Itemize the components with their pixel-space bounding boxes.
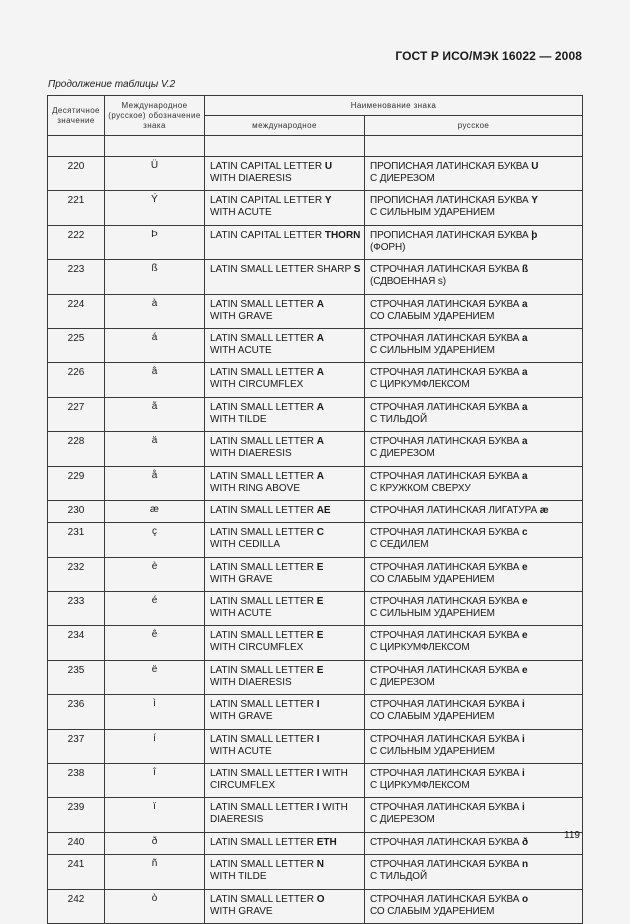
decimal-value: 225 (48, 328, 105, 362)
international-name (205, 191, 365, 225)
symbol-glyph: é (105, 592, 205, 626)
rus-name-tail: СО СЛАБЫМ УДАРЕНИЕМ (370, 310, 495, 322)
intl-name-tail: WITH ACUTE (210, 344, 272, 356)
rus-name-text: СТРОЧНАЯ ЛАТИНСКАЯ БУКВА (370, 664, 523, 676)
international-name (205, 729, 365, 763)
table-row (48, 328, 583, 362)
intl-name-tail: WITH TILDE (210, 871, 267, 883)
header-international: международное (205, 116, 365, 136)
rus-name-text: СТРОЧНАЯ ЛАТИНСКАЯ БУКВА (370, 802, 523, 814)
decimal-value: 229 (48, 466, 105, 500)
rus-name-letter: e (522, 664, 528, 676)
intl-name-text: LATIN SMALL LETTER (210, 664, 317, 676)
rus-name-letter: i (522, 768, 525, 780)
russian-name (365, 225, 583, 259)
international-name (205, 660, 365, 694)
intl-name-tail: WITH DIAERESIS (210, 448, 292, 460)
intl-name-tail: WITH DIAERESIS (210, 676, 292, 688)
intl-name-letter: ETH (316, 836, 337, 848)
rus-name-tail: С СЕДИЛЕМ (370, 539, 429, 551)
intl-name-tail: WITH CIRCUMFLEX (210, 768, 348, 792)
rus-name-text: СТРОЧНАЯ ЛАТИНСКАЯ БУКВА (370, 630, 523, 642)
international-name (205, 592, 365, 626)
table-row (48, 294, 583, 328)
decimal-value: 222 (48, 225, 105, 259)
rus-name-tail: С СИЛЬНЫМ УДАРЕНИЕМ (370, 608, 495, 620)
rus-name-text: СТРОЧНАЯ ЛАТИНСКАЯ БУКВА (370, 470, 523, 482)
intl-name-letter: A (316, 367, 324, 379)
russian-name (365, 660, 583, 694)
symbol-glyph: í (105, 729, 205, 763)
rus-name-letter: e (522, 630, 528, 642)
intl-name-text: LATIN SMALL LETTER (210, 561, 317, 573)
intl-name-letter: C (316, 527, 324, 539)
intl-name-letter: A (316, 332, 324, 344)
intl-name-text: LATIN SMALL LETTER (210, 733, 317, 745)
intl-name-letter: Y (324, 195, 332, 207)
rus-name-tail: С ТИЛЬДОЙ (370, 871, 428, 883)
russian-name (365, 500, 583, 522)
intl-name-text: LATIN SMALL LETTER (210, 527, 317, 539)
symbol-glyph: ã (105, 397, 205, 431)
decimal-value: 235 (48, 660, 105, 694)
intl-name-letter: U (324, 161, 333, 172)
international-name (205, 626, 365, 660)
rus-name-tail: СО СЛАБЫМ УДАРЕНИЕМ (370, 573, 495, 585)
decimal-value: 231 (48, 523, 105, 557)
rus-name-tail: (ФОРН) (370, 241, 406, 253)
international-name (205, 328, 365, 362)
rus-name-tail: С ДИЕРЕЗОМ (370, 814, 435, 826)
russian-name (365, 328, 583, 362)
rus-name-text: СТРОЧНАЯ ЛАТИНСКАЯ БУКВА (370, 596, 523, 608)
rus-name-letter: ð (522, 836, 529, 848)
rus-name-tail: СО СЛАБЫМ УДАРЕНИЕМ (370, 711, 495, 723)
decimal-value: 241 (48, 855, 105, 889)
rus-name-letter: a (522, 470, 528, 482)
rus-name-letter: a (522, 332, 528, 344)
international-name (205, 764, 365, 798)
symbol-glyph: ê (105, 626, 205, 660)
intl-name-letter: A (316, 436, 324, 448)
intl-name-letter: AE (316, 504, 331, 516)
rus-name-text: СТРОЧНАЯ ЛАТИНСКАЯ БУКВА (370, 836, 523, 848)
international-name (205, 695, 365, 729)
header-russian: русское (365, 116, 583, 136)
rus-name-letter: a (522, 436, 528, 448)
table-row (48, 191, 583, 225)
rus-name-text: СТРОЧНАЯ ЛАТИНСКАЯ ЛИГАТУРА (370, 504, 540, 516)
rus-name-text: СТРОЧНАЯ ЛАТИНСКАЯ БУКВА (370, 298, 523, 310)
russian-name (365, 557, 583, 591)
header-name: Наименование знака (205, 96, 583, 116)
intl-name-text: LATIN CAPITAL LETTER (210, 195, 325, 207)
table-row (48, 889, 583, 923)
symbol-glyph: ë (105, 660, 205, 694)
rus-name-tail: С ЦИРКУМФЛЕКСОМ (370, 780, 470, 792)
rus-name-letter: o (522, 893, 529, 905)
intl-name-tail: WITH GRAVE (210, 573, 273, 585)
intl-name-tail: WITH GRAVE (210, 711, 273, 723)
russian-name (365, 466, 583, 500)
rus-name-letter: e (522, 561, 528, 573)
rus-name-letter: æ (539, 504, 549, 516)
rus-name-text: СТРОЧНАЯ ЛАТИНСКАЯ БУКВА (370, 367, 523, 379)
table-row (48, 695, 583, 729)
rus-name-tail: С СИЛЬНЫМ УДАРЕНИЕМ (370, 745, 495, 757)
table-row (48, 432, 583, 466)
intl-name-tail: WITH RING ABOVE (210, 482, 301, 494)
intl-name-text: LATIN SMALL LETTER (210, 859, 317, 871)
intl-name-letter: I (316, 733, 320, 745)
table-row (48, 557, 583, 591)
decimal-value: 239 (48, 798, 105, 832)
rus-name-text: СТРОЧНАЯ ЛАТИНСКАЯ БУКВА (370, 264, 523, 276)
intl-name-text: LATIN SMALL LETTER (210, 596, 317, 608)
intl-name-letter: O (316, 893, 325, 905)
symbol-glyph: ò (105, 889, 205, 923)
international-name (205, 557, 365, 591)
intl-name-text: LATIN SMALL LETTER (210, 332, 317, 344)
russian-name (365, 729, 583, 763)
intl-name-tail: WITH CIRCUMFLEX (210, 379, 304, 391)
rus-name-letter: i (522, 802, 525, 814)
international-name (205, 500, 365, 522)
intl-name-tail: WITH ACUTE (210, 608, 272, 620)
rus-name-tail: С СИЛЬНЫМ УДАРЕНИЕМ (370, 344, 495, 356)
decimal-value: 224 (48, 294, 105, 328)
symbol-glyph: Ý (105, 191, 205, 225)
intl-name-tail: WITH GRAVE (210, 905, 273, 917)
header-symbol: Международное (русское) обозначение знака (105, 96, 205, 136)
decimal-value: 230 (48, 500, 105, 522)
symbol-glyph: ñ (105, 855, 205, 889)
intl-name-tail: WITH TILDE (210, 413, 267, 425)
rus-name-letter: e (522, 596, 528, 608)
intl-name-tail: WITH GRAVE (210, 310, 273, 322)
symbol-glyph: ï (105, 798, 205, 832)
header-spacer-row (48, 136, 583, 157)
rus-name-letter: U (531, 161, 539, 172)
intl-name-text: LATIN SMALL LETTER (210, 836, 317, 848)
decimal-value: 226 (48, 363, 105, 397)
decimal-value: 238 (48, 764, 105, 798)
international-name (205, 889, 365, 923)
decimal-value: 233 (48, 592, 105, 626)
russian-name (365, 191, 583, 225)
rus-name-text: СТРОЧНАЯ ЛАТИНСКАЯ БУКВА (370, 699, 523, 711)
table-row (48, 626, 583, 660)
international-name (205, 225, 365, 259)
intl-name-text: LATIN SMALL LETTER (210, 298, 317, 310)
russian-name (365, 798, 583, 832)
russian-name (365, 855, 583, 889)
rus-name-text: СТРОЧНАЯ ЛАТИНСКАЯ БУКВА (370, 436, 523, 448)
intl-name-letter: I (316, 699, 320, 711)
table-row (48, 592, 583, 626)
intl-name-text: LATIN SMALL LETTER (210, 630, 317, 642)
table-row (48, 363, 583, 397)
intl-name-tail: WITH DIAERESIS (210, 802, 348, 826)
intl-name-tail: WITH ACUTE (210, 745, 272, 757)
intl-name-letter: I (316, 768, 320, 780)
international-name (205, 157, 365, 191)
russian-name (365, 764, 583, 798)
rus-name-text: СТРОЧНАЯ ЛАТИНСКАЯ БУКВА (370, 332, 523, 344)
table-row (48, 466, 583, 500)
rus-name-letter: a (522, 298, 528, 310)
intl-name-text: LATIN SMALL LETTER (210, 893, 317, 905)
rus-name-text: СТРОЧНАЯ ЛАТИНСКАЯ БУКВА (370, 733, 523, 745)
russian-name (365, 397, 583, 431)
rus-name-tail: СО СЛАБЫМ УДАРЕНИЕМ (370, 905, 495, 917)
rus-name-text: ПРОПИСНАЯ ЛАТИНСКАЯ БУКВА (370, 195, 532, 207)
intl-name-text: LATIN SMALL LETTER (210, 504, 317, 516)
rus-name-letter: i (522, 733, 525, 745)
table-caption: Продолжение таблицы V.2 (48, 79, 176, 90)
russian-name (365, 363, 583, 397)
symbol-glyph: î (105, 764, 205, 798)
decimal-value: 242 (48, 889, 105, 923)
rus-name-letter: þ (531, 229, 538, 241)
intl-name-letter: E (316, 664, 324, 676)
rus-name-tail: С ЦИРКУМФЛЕКСОМ (370, 379, 470, 391)
symbol-glyph: ð (105, 832, 205, 854)
rus-name-tail: С ДИЕРЕЗОМ (370, 676, 435, 688)
intl-name-text: LATIN CAPITAL LETTER (210, 229, 325, 241)
intl-name-letter: A (316, 401, 324, 413)
intl-name-tail: WITH ACUTE (210, 207, 272, 219)
russian-name (365, 260, 583, 294)
rus-name-letter: ß (522, 264, 529, 276)
decimal-value: 228 (48, 432, 105, 466)
intl-name-text: LATIN SMALL LETTER (210, 768, 317, 780)
rus-name-text: ПРОПИСНАЯ ЛАТИНСКАЯ БУКВА (370, 161, 532, 172)
russian-name (365, 432, 583, 466)
header-decimal-value: Десятичное значение (48, 96, 105, 136)
russian-name (365, 294, 583, 328)
international-name (205, 523, 365, 557)
table-row (48, 832, 583, 854)
symbol-glyph: å (105, 466, 205, 500)
rus-name-letter: n (522, 859, 529, 871)
document-title: ГОСТ Р ИСО/МЭК 16022 — 2008 (395, 49, 582, 63)
decimal-value: 240 (48, 832, 105, 854)
intl-name-tail: WITH CIRCUMFLEX (210, 642, 304, 654)
character-table (47, 95, 583, 924)
rus-name-tail: С СИЛЬНЫМ УДАРЕНИЕМ (370, 207, 495, 219)
rus-name-letter: Y (531, 195, 538, 207)
decimal-value: 236 (48, 695, 105, 729)
intl-name-letter: I (316, 802, 320, 814)
symbol-glyph: á (105, 328, 205, 362)
symbol-glyph: è (105, 557, 205, 591)
intl-name-text: LATIN SMALL LETTER SHARP (210, 264, 354, 276)
russian-name (365, 523, 583, 557)
rus-name-tail: С ДИЕРЕЗОМ (370, 448, 435, 460)
rus-name-tail: С КРУЖКОМ СВЕРХУ (370, 482, 471, 494)
russian-name (365, 157, 583, 191)
table-row (48, 397, 583, 431)
intl-name-letter: N (316, 859, 324, 871)
table-row (48, 660, 583, 694)
symbol-glyph: Þ (105, 225, 205, 259)
international-name (205, 798, 365, 832)
table-row (48, 225, 583, 259)
intl-name-letter: A (316, 298, 324, 310)
international-name (205, 294, 365, 328)
symbol-glyph: ç (105, 523, 205, 557)
international-name (205, 260, 365, 294)
table-row (48, 798, 583, 832)
rus-name-text: СТРОЧНАЯ ЛАТИНСКАЯ БУКВА (370, 561, 523, 573)
intl-name-text: LATIN SMALL LETTER (210, 802, 317, 814)
russian-name (365, 695, 583, 729)
russian-name (365, 626, 583, 660)
international-name (205, 432, 365, 466)
intl-name-letter: A (316, 470, 324, 482)
table-row (48, 855, 583, 889)
rus-name-text: СТРОЧНАЯ ЛАТИНСКАЯ БУКВА (370, 527, 523, 539)
international-name (205, 397, 365, 431)
international-name (205, 855, 365, 889)
table-body (48, 136, 583, 924)
rus-name-letter: c (522, 527, 528, 539)
symbol-glyph: æ (105, 500, 205, 522)
decimal-value: 232 (48, 557, 105, 591)
rus-name-text: СТРОЧНАЯ ЛАТИНСКАЯ БУКВА (370, 401, 523, 413)
table-row (48, 260, 583, 294)
rus-name-tail: С ЦИРКУМФЛЕКСОМ (370, 642, 470, 654)
intl-name-text: LATIN SMALL LETTER (210, 436, 317, 448)
table-row (48, 764, 583, 798)
decimal-value: 234 (48, 626, 105, 660)
intl-name-tail: WITH CEDILLA (210, 539, 281, 551)
symbol-glyph: ì (105, 695, 205, 729)
table-row (48, 157, 583, 191)
rus-name-text: СТРОЧНАЯ ЛАТИНСКАЯ БУКВА (370, 859, 523, 871)
international-name (205, 832, 365, 854)
symbol-glyph: â (105, 363, 205, 397)
rus-name-tail: С ДИЕРЕЗОМ (370, 173, 435, 184)
intl-name-letter: E (316, 561, 324, 573)
rus-name-text: СТРОЧНАЯ ЛАТИНСКАЯ БУКВА (370, 768, 523, 780)
symbol-glyph: ß (105, 260, 205, 294)
table-row (48, 500, 583, 522)
symbol-glyph: Ü (105, 157, 205, 191)
rus-name-tail: С ТИЛЬДОЙ (370, 413, 428, 425)
intl-name-text: LATIN CAPITAL LETTER (210, 161, 325, 172)
rus-name-tail: (СДВОЕННАЯ s) (370, 276, 447, 288)
russian-name (365, 889, 583, 923)
rus-name-text: СТРОЧНАЯ ЛАТИНСКАЯ БУКВА (370, 893, 523, 905)
decimal-value: 220 (48, 157, 105, 191)
intl-name-letter: E (316, 630, 324, 642)
international-name (205, 363, 365, 397)
decimal-value: 237 (48, 729, 105, 763)
rus-name-letter: a (522, 401, 528, 413)
russian-name (365, 832, 583, 854)
international-name (205, 466, 365, 500)
table-row (48, 729, 583, 763)
rus-name-letter: i (522, 699, 525, 711)
intl-name-letter: THORN (324, 229, 361, 241)
symbol-glyph: à (105, 294, 205, 328)
intl-name-text: LATIN SMALL LETTER (210, 367, 317, 379)
page-number: 119 (564, 830, 580, 841)
intl-name-letter: S (353, 264, 361, 276)
symbol-glyph: ä (105, 432, 205, 466)
intl-name-text: LATIN SMALL LETTER (210, 470, 317, 482)
rus-name-text: ПРОПИСНАЯ ЛАТИНСКАЯ БУКВА (370, 229, 532, 241)
decimal-value: 227 (48, 397, 105, 431)
intl-name-letter: E (316, 596, 324, 608)
decimal-value: 223 (48, 260, 105, 294)
rus-name-letter: a (522, 367, 528, 379)
intl-name-text: LATIN SMALL LETTER (210, 699, 317, 711)
intl-name-tail: WITH DIAERESIS (210, 173, 292, 184)
table-row (48, 523, 583, 557)
decimal-value: 221 (48, 191, 105, 225)
russian-name (365, 592, 583, 626)
intl-name-text: LATIN SMALL LETTER (210, 401, 317, 413)
